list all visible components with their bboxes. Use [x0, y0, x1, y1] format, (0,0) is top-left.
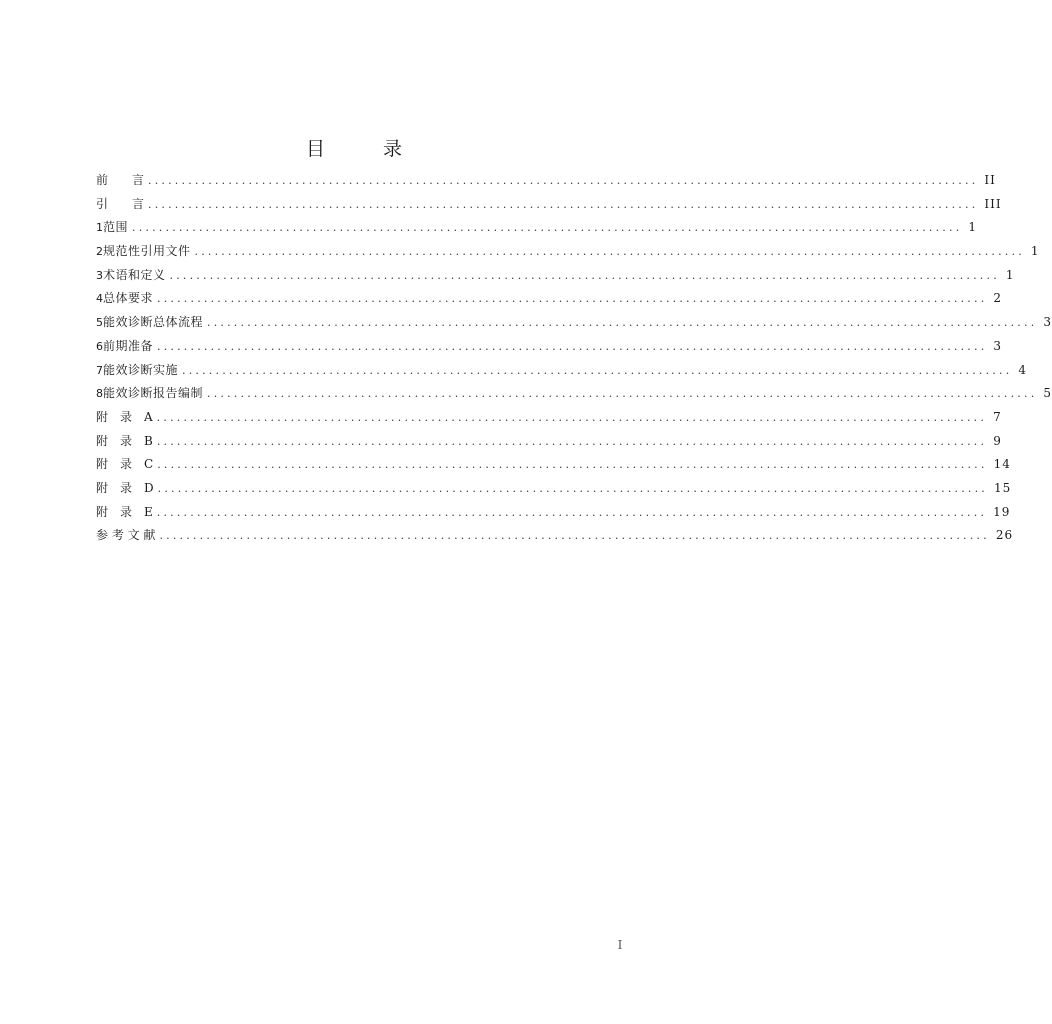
toc-leader-dots: ............................................................................................................................	[157, 292, 988, 306]
toc-leader-dots: ............................................................................................................................	[156, 410, 988, 424]
toc-entry-number: 1	[96, 221, 103, 235]
toc-entry[interactable]	[96, 335, 1003, 359]
toc-entry-label: 能效诊断总体流程	[103, 315, 204, 330]
toc-entry-page: 14	[993, 457, 1011, 472]
toc-entry-label: 总体要求	[103, 291, 154, 306]
toc-entry-label: 规范性引用文件	[103, 244, 191, 259]
toc-entry-label: 附 录 A	[96, 409, 153, 424]
toc-leader-dots: ............................................................................................................................	[157, 339, 988, 353]
toc-leader-dots: ............................................................................................................................	[156, 434, 988, 448]
toc-entry[interactable]	[96, 169, 996, 193]
toc-entry-page: 1	[1030, 244, 1040, 259]
toc-entry-number: 2	[96, 245, 103, 259]
toc-entry-page: III	[984, 196, 1002, 211]
table-of-contents	[96, 169, 1052, 548]
toc-entry[interactable]	[96, 359, 1028, 383]
toc-entry[interactable]	[96, 524, 1014, 548]
toc-entry-page: 9	[993, 433, 1002, 448]
toc-leader-dots: ............................................................................................................................	[132, 221, 963, 235]
toc-entry-label: 引 言	[96, 196, 145, 211]
toc-entry[interactable]	[96, 311, 1052, 335]
toc-entry[interactable]	[96, 382, 1052, 406]
page-number: I	[617, 938, 623, 952]
toc-entry-label: 术语和定义	[103, 267, 166, 282]
toc-entry-number: 8	[96, 387, 103, 401]
toc-entry-page: 3	[1043, 315, 1052, 330]
toc-entry-page: 19	[993, 504, 1011, 519]
toc-entry-number: 7	[96, 363, 103, 377]
toc-leader-dots: ............................................................................................................................	[207, 316, 1038, 330]
toc-entry-label: 能效诊断实施	[103, 362, 179, 377]
toc-entry[interactable]	[96, 406, 1002, 430]
toc-entry[interactable]	[96, 264, 1015, 288]
toc-leader-dots: ............................................................................................................................	[207, 387, 1038, 401]
toc-entry[interactable]	[96, 287, 1003, 311]
toc-entry-page: 15	[994, 480, 1012, 495]
toc-entry[interactable]	[96, 477, 1012, 501]
toc-entry-page: 1	[968, 220, 978, 235]
toc-leader-dots: ............................................................................................................................	[148, 197, 979, 211]
toc-leader-dots: ............................................................................................................................	[148, 174, 979, 187]
toc-entry-page: II	[984, 173, 996, 187]
toc-entry-label: 参 考 文 献	[96, 528, 156, 543]
toc-entry-number: 4	[96, 292, 103, 306]
toc-entry-page: 4	[1018, 362, 1028, 377]
toc-entry-label: 附 录 D	[96, 480, 154, 495]
toc-entry[interactable]	[96, 193, 1002, 217]
toc-entry-label: 范围	[103, 220, 129, 235]
toc-entry-label: 前期准备	[103, 338, 154, 353]
toc-leader-dots: ............................................................................................................................	[169, 268, 1000, 282]
toc-entry[interactable]	[96, 216, 978, 240]
toc-entry-page: 1	[1005, 267, 1015, 282]
toc-entry-label: 附 录 C	[96, 457, 154, 472]
toc-entry-number: 5	[96, 316, 103, 330]
toc-entry-label: 附 录 E	[96, 504, 153, 519]
toc-leader-dots: ............................................................................................................................	[194, 245, 1025, 259]
toc-entry-label: 附 录 B	[96, 433, 153, 448]
toc-entry-page: 7	[993, 409, 1002, 424]
toc-entry[interactable]	[96, 501, 1011, 525]
toc-entry-page: 2	[993, 291, 1003, 306]
toc-entry-number: 6	[96, 339, 103, 353]
toc-title: 目 录	[305, 138, 429, 160]
toc-leader-dots: ............................................................................................................................	[156, 505, 988, 519]
toc-entry[interactable]	[96, 453, 1011, 477]
toc-leader-dots: ............................................................................................................................	[182, 363, 1013, 377]
toc-leader-dots: ............................................................................................................................	[157, 481, 989, 495]
toc-leader-dots: ............................................................................................................................	[159, 529, 990, 543]
toc-entry-page: 5	[1043, 386, 1052, 401]
toc-entry[interactable]	[96, 430, 1002, 454]
toc-entry-label: 前 言	[96, 173, 145, 187]
toc-entry-number: 3	[96, 268, 103, 282]
toc-entry[interactable]	[96, 240, 1040, 264]
toc-entry-label: 能效诊断报告编制	[103, 386, 204, 401]
toc-leader-dots: ............................................................................................................................	[157, 458, 988, 472]
toc-entry-page: 26	[995, 528, 1014, 543]
toc-entry-page: 3	[993, 338, 1003, 353]
